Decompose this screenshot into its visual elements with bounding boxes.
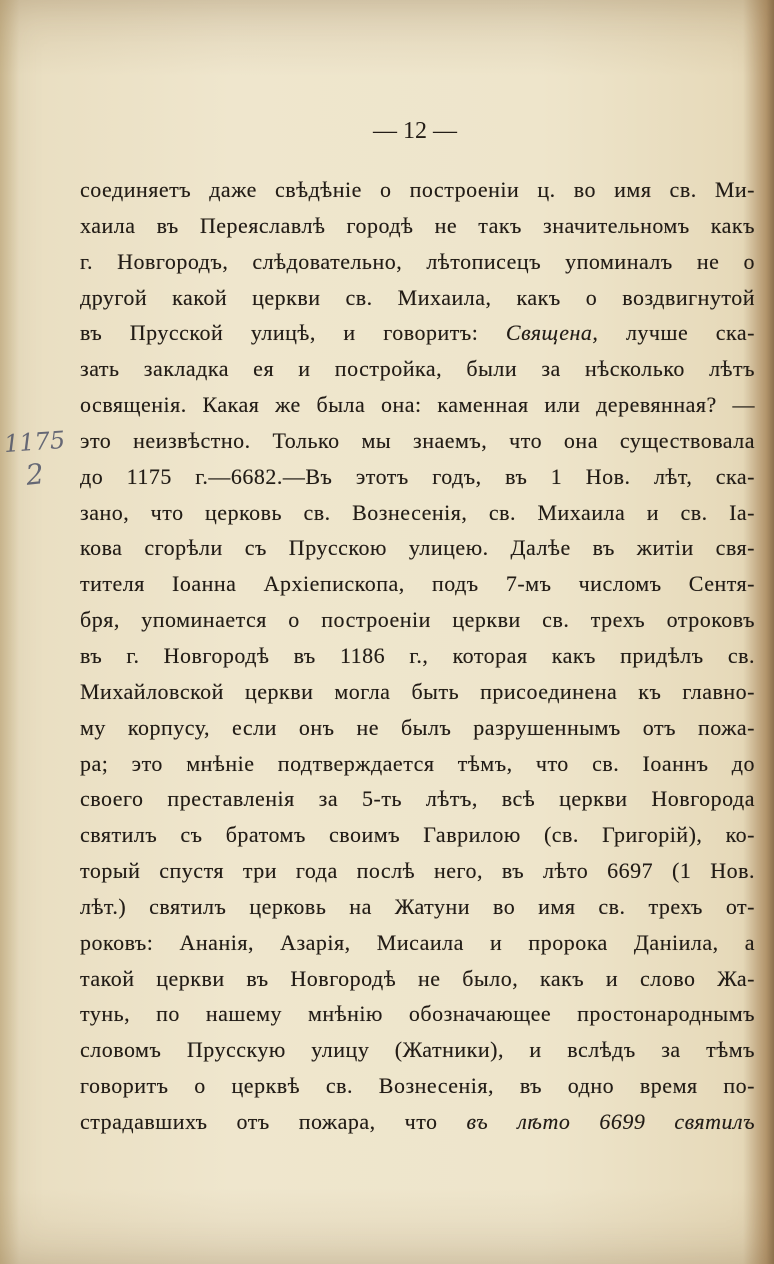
text-line — [80, 674, 755, 710]
text-line — [80, 889, 755, 925]
text-segment: страдавшихъ отъ пожара, что — [80, 1108, 467, 1134]
text-segment: такой церкви въ Новгородѣ не было, какъ и слово Жа- — [80, 965, 755, 991]
text-line — [80, 781, 755, 817]
body-text — [80, 172, 755, 1140]
text-line — [80, 1104, 755, 1140]
text-line — [80, 1032, 755, 1068]
text-segment: словомъ Прусскую улицу (Жатники), и вслѣдъ за тѣмъ — [80, 1037, 755, 1063]
text-segment: до 1175 г.—6682.—Въ этотъ годъ, въ 1 Нов. лѣт, ска- — [80, 463, 755, 489]
text-segment: ра; это мнѣніе подтверждается тѣмъ, что св. Іоаннъ до — [80, 750, 755, 776]
text-segment: хаила въ Переяславлѣ городѣ не такъ значительномъ какъ — [80, 212, 755, 238]
text-line — [80, 638, 755, 674]
text-segment: зать закладка ея и постройка, были за нѣсколько лѣтъ — [80, 356, 755, 382]
text-segment: соединяетъ даже свѣдѣніе о построеніи ц. во имя св. Ми- — [80, 177, 755, 202]
italic-text-segment: въ лѣто 6699 святилъ — [466, 1108, 755, 1134]
text-segment: роковъ: Ананія, Азарія, Мисаила и пророка Даніила, а — [80, 929, 755, 955]
text-line — [80, 315, 755, 351]
text-segment: зано, что церковь св. Вознесенія, св. Михаила и св. Іа- — [80, 499, 755, 525]
text-segment: говоритъ о церквѣ св. Вознесенія, въ одно время по- — [80, 1073, 755, 1099]
text-segment: тунь, по нашему мнѣнію обозначающее простонароднымъ — [80, 1001, 755, 1027]
text-line — [80, 853, 755, 889]
text-line — [80, 351, 755, 387]
text-line — [80, 925, 755, 961]
text-line — [80, 602, 755, 638]
text-line — [80, 710, 755, 746]
text-line — [80, 495, 755, 531]
page-number: — 12 — — [373, 118, 457, 144]
text-line — [80, 961, 755, 997]
text-line — [80, 530, 755, 566]
text-segment: лучше ска- — [598, 320, 755, 346]
text-line — [80, 280, 755, 316]
text-segment: бря, упоминается о построеніи церкви св. трехъ отроковъ — [80, 607, 755, 633]
text-line — [80, 996, 755, 1032]
handwritten-margin-note: 2 — [24, 457, 46, 492]
text-line — [80, 387, 755, 423]
text-segment: своего преставленія за 5-ть лѣтъ, всѣ церкви Новгорода — [80, 786, 755, 812]
text-segment: въ Прусской улицѣ, и говоритъ: — [80, 320, 506, 346]
text-segment: тителя Іоанна Архіепископа, подъ 7-мъ числомъ Сентя- — [80, 571, 755, 597]
text-segment: г. Новгородъ, слѣдовательно, лѣтописецъ упоминалъ не о — [80, 248, 755, 274]
text-line — [80, 459, 755, 495]
text-line — [80, 746, 755, 782]
handwritten-margin-note: 1175 — [3, 425, 66, 459]
text-segment: святилъ съ братомъ своимъ Гаврилою (св. Григорій), ко- — [80, 822, 755, 848]
text-segment: освященія. Какая же была она: каменная или деревянная? — — [80, 392, 755, 418]
text-line — [80, 244, 755, 280]
text-segment: другой какой церкви св. Михаила, какъ о воздвигнутой — [80, 284, 755, 310]
text-segment: Михайловской церкви могла быть присоединена къ главно- — [80, 678, 755, 704]
text-line — [80, 172, 755, 208]
text-line — [80, 423, 755, 459]
text-segment: торый спустя три года послѣ него, въ лѣто 6697 (1 Нов. — [80, 858, 755, 884]
text-segment: кова сгорѣли съ Прусскою улицею. Далѣе въ житіи свя- — [80, 535, 755, 561]
text-line — [80, 566, 755, 602]
text-segment: въ г. Новгородѣ въ 1186 г., которая какъ придѣлъ св. — [80, 642, 755, 668]
text-line — [80, 208, 755, 244]
text-segment: это неизвѣстно. Только мы знаемъ, что она существовала — [80, 427, 755, 453]
text-line — [80, 817, 755, 853]
text-line — [80, 1068, 755, 1104]
text-segment: лѣт.) святилъ церковь на Жатуни во имя св. трехъ от- — [80, 893, 755, 919]
italic-text-segment: Священа, — [505, 320, 599, 346]
text-segment: му корпусу, если онъ не былъ разрушеннымъ отъ пожа- — [80, 714, 755, 740]
